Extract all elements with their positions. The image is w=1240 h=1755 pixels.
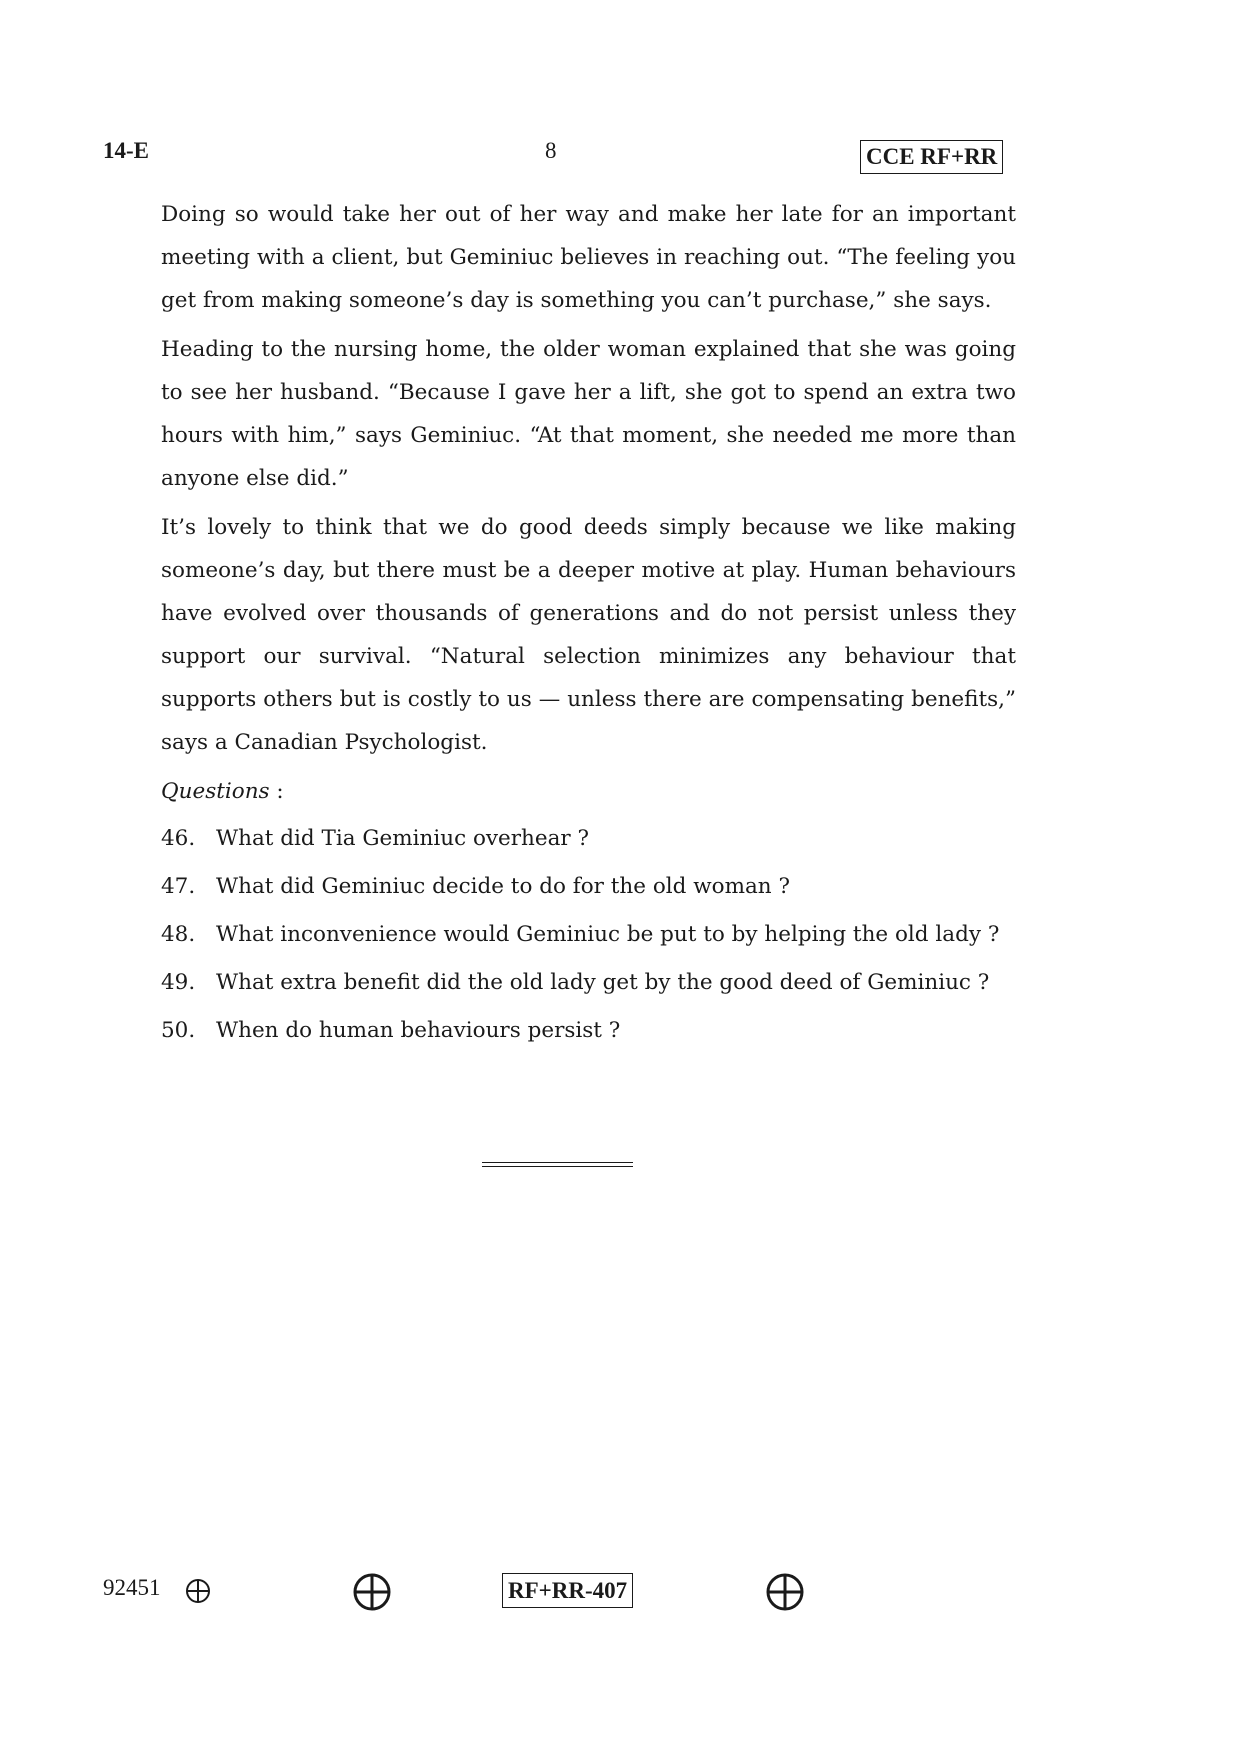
questions-heading-colon: : [269, 779, 284, 804]
passage-paragraph: Doing so would take her out of her way and make her late for an important meeting with a client, but Geminiuc believes in reaching out. “The feeling you get from making someone’s day is something you can’t purchase,” she says. [161, 202, 1016, 313]
exam-code-box: CCE RF+RR [860, 140, 1003, 174]
question-text: When do human behaviours persist ? [216, 1018, 621, 1043]
passage-paragraph: It’s lovely to think that we do good deeds simply because we like making someone’s day, but there must be a deeper motive at play. Human behaviours have evolved over thousands of generations and do not persist unless they support our survival. “Natural selection minimizes any behaviour that supports others but is costly to us — unless there are compensating benefits,” says a Canadian Psychologist. [161, 515, 1016, 755]
registration-mark-icon [185, 1578, 211, 1604]
registration-mark-icon [352, 1572, 392, 1612]
question-item [161, 961, 1016, 1004]
question-number: 46. [161, 826, 196, 851]
end-of-section-rule [482, 1162, 633, 1167]
question-number: 48. [161, 922, 196, 947]
questions-heading-label: Questions [161, 779, 270, 804]
registration-mark-icon [765, 1572, 805, 1612]
question-text: What did Geminiuc decide to do for the old woman ? [216, 874, 791, 899]
question-item [161, 817, 1016, 860]
question-text: What extra benefit did the old lady get by the good deed of Geminiuc ? [216, 970, 990, 995]
question-item [161, 865, 1016, 908]
footer-code-box: RF+RR-407 [502, 1573, 633, 1608]
question-item [161, 913, 1016, 956]
page-number: 8 [545, 138, 557, 163]
question-text: What did Tia Geminiuc overhear ? [216, 826, 590, 851]
footer-serial: 92451 [103, 1575, 161, 1600]
question-number: 50. [161, 1018, 196, 1043]
paper-code: 14-E [103, 138, 149, 163]
question-item [161, 1009, 1016, 1052]
questions-heading [161, 770, 1016, 813]
question-text: What inconvenience would Geminiuc be put to by helping the old lady ? [216, 922, 1000, 947]
page-content [161, 193, 1016, 1057]
passage-paragraph: Heading to the nursing home, the older woman explained that she was going to see her husband. “Because I gave her a lift, she got to spend an extra two hours with him,” says Geminiuc. “At that moment, she needed me more than anyone else did.” [161, 337, 1016, 491]
question-number: 47. [161, 874, 196, 899]
question-number: 49. [161, 970, 196, 995]
